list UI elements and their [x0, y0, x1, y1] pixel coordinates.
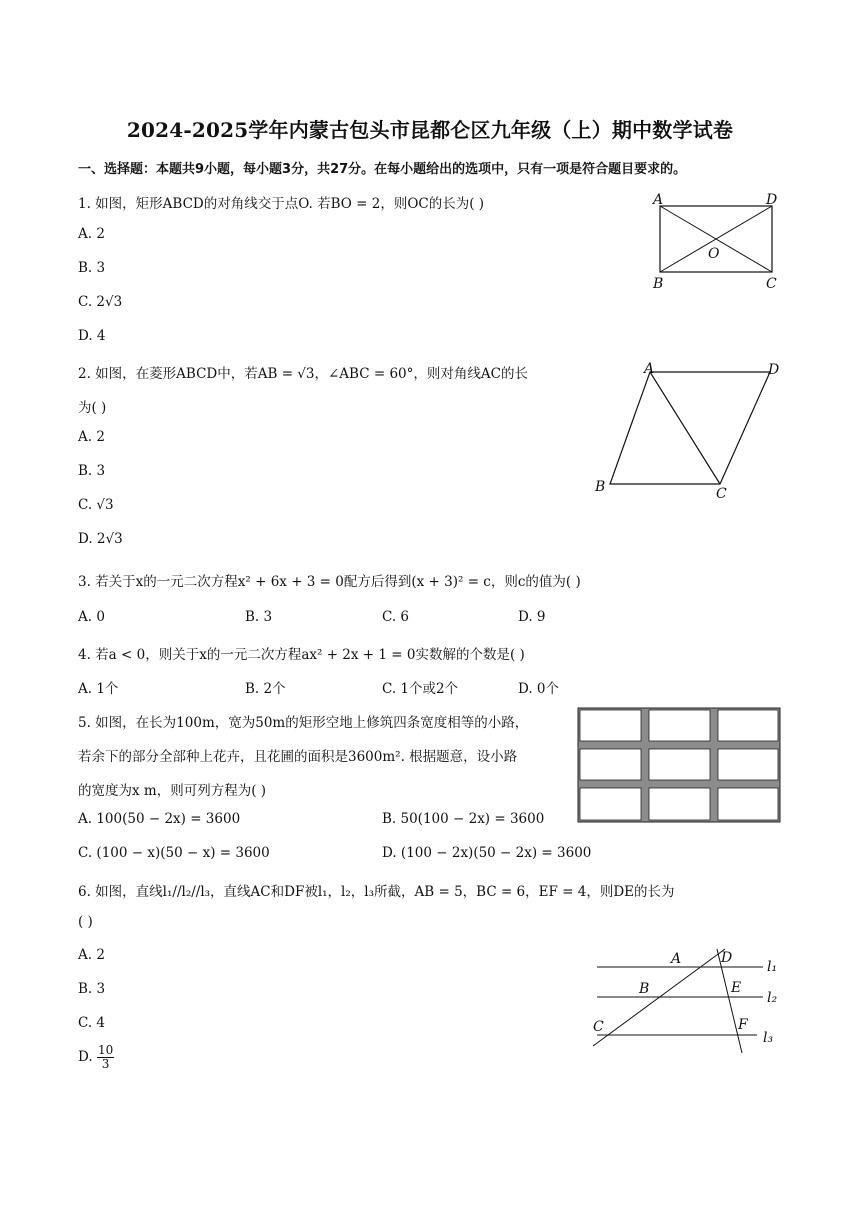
label-d: D: [766, 192, 778, 208]
page-title: 2024-2025学年内蒙古包头市昆都仑区九年级（上）期中数学试卷: [126, 118, 734, 142]
label-l1: l₁: [767, 959, 778, 975]
q2-option-d[interactable]: D. 2√3: [78, 531, 123, 547]
q3-option-b[interactable]: B. 3: [245, 609, 273, 625]
q1-option-c[interactable]: C. 2√3: [78, 294, 123, 310]
q5-stem-line1: 5. 如图，在长为100m，宽为50m的矩形空地上修筑四条宽度相等的小路，: [78, 715, 529, 731]
q5-stem-line3: 的宽度为x m，则可列方程为( ): [78, 783, 267, 799]
q6-stem-line1: 6. 如图，直线l₁//l₂//l₃，直线AC和DF被l₁，l₂，l₃所截，AB = 5，BC = 6，EF = 4，则DE的长为: [78, 884, 675, 900]
q1-stem: 1. 如图，矩形ABCD的对角线交于点O. 若BO = 2，则OC的长为( ): [78, 196, 485, 212]
label-a: A: [671, 951, 682, 967]
section-heading: 一、选择题：本题共9小题，每小题3分，共27分。在每小题给出的选项中，只有一项是符合题目要求的。: [78, 162, 687, 177]
q6-option-d-prefix: D.: [78, 1049, 97, 1065]
q2-stem-line1: 2. 如图，在菱形ABCD中，若AB = √3，∠ABC = 60°，则对角线AC的长: [78, 366, 528, 382]
q2-option-a[interactable]: A. 2: [78, 429, 105, 445]
q4-option-c[interactable]: C. 1个或2个: [382, 681, 459, 697]
q5-option-a[interactable]: A. 100(50 − 2x) = 3600: [78, 811, 241, 827]
q3-option-c[interactable]: C. 6: [382, 609, 410, 625]
q1-rectangle-figure: [640, 190, 790, 295]
q6-option-d[interactable]: [78, 1044, 114, 1071]
q1-option-b[interactable]: B. 3: [78, 260, 106, 276]
label-c: C: [593, 1019, 604, 1035]
q6-option-c[interactable]: C. 4: [78, 1015, 106, 1031]
q5-garden-figure: [578, 708, 780, 822]
label-l2: l₂: [767, 990, 778, 1006]
q5-option-d[interactable]: D. (100 − 2x)(50 − 2x) = 3600: [382, 845, 592, 861]
label-d: D: [721, 950, 733, 966]
label-c: C: [716, 486, 727, 502]
q6-option-d-fraction: $\frac{10}{3}$: [97, 1043, 114, 1071]
label-b: B: [639, 981, 650, 997]
label-a: A: [653, 192, 664, 208]
q6-stem-line2: ( ): [78, 914, 93, 930]
label-d: D: [768, 362, 780, 378]
diagonal-ac: [650, 372, 720, 484]
q1-option-a[interactable]: A. 2: [78, 226, 105, 242]
label-o: O: [708, 246, 720, 262]
label-b: B: [595, 479, 606, 495]
label-c: C: [766, 276, 777, 292]
q4-option-a[interactable]: A. 1个: [78, 681, 119, 697]
q6-parallel-lines-figure: [585, 945, 785, 1055]
q2-option-b[interactable]: B. 3: [78, 463, 106, 479]
q4-option-b[interactable]: B. 2个: [245, 681, 286, 697]
label-l3: l₃: [763, 1030, 774, 1046]
q4-option-d[interactable]: D. 0个: [518, 681, 560, 697]
q4-stem: 4. 若a < 0，则关于x的一元二次方程ax² + 2x + 1 = 0实数解的个数是( ): [78, 647, 525, 663]
q6-option-a[interactable]: A. 2: [78, 947, 105, 963]
label-f: F: [738, 1017, 748, 1033]
q1-option-d[interactable]: D. 4: [78, 328, 106, 344]
q3-option-d[interactable]: D. 9: [518, 609, 546, 625]
label-e: E: [731, 980, 742, 996]
q2-option-c[interactable]: C. √3: [78, 497, 114, 513]
rhombus-abcd: [610, 372, 770, 484]
q5-stem-line2: 若余下的部分全部种上花卉，且花圃的面积是3600m². 根据题意，设小路: [78, 749, 518, 765]
q5-option-c[interactable]: C. (100 − x)(50 − x) = 3600: [78, 845, 270, 861]
q5-option-b[interactable]: B. 50(100 − 2x) = 3600: [382, 811, 545, 827]
q6-option-b[interactable]: B. 3: [78, 981, 106, 997]
label-b: B: [653, 276, 664, 292]
q2-stem-line2: 为( ): [78, 400, 107, 416]
q3-stem: 3. 若关于x的一元二次方程x² + 6x + 3 = 0配方后得到(x + 3)² = c，则c的值为( ): [78, 574, 581, 590]
q3-option-a[interactable]: A. 0: [78, 609, 105, 625]
q2-rhombus-figure: [590, 360, 790, 505]
label-a: A: [644, 361, 655, 377]
